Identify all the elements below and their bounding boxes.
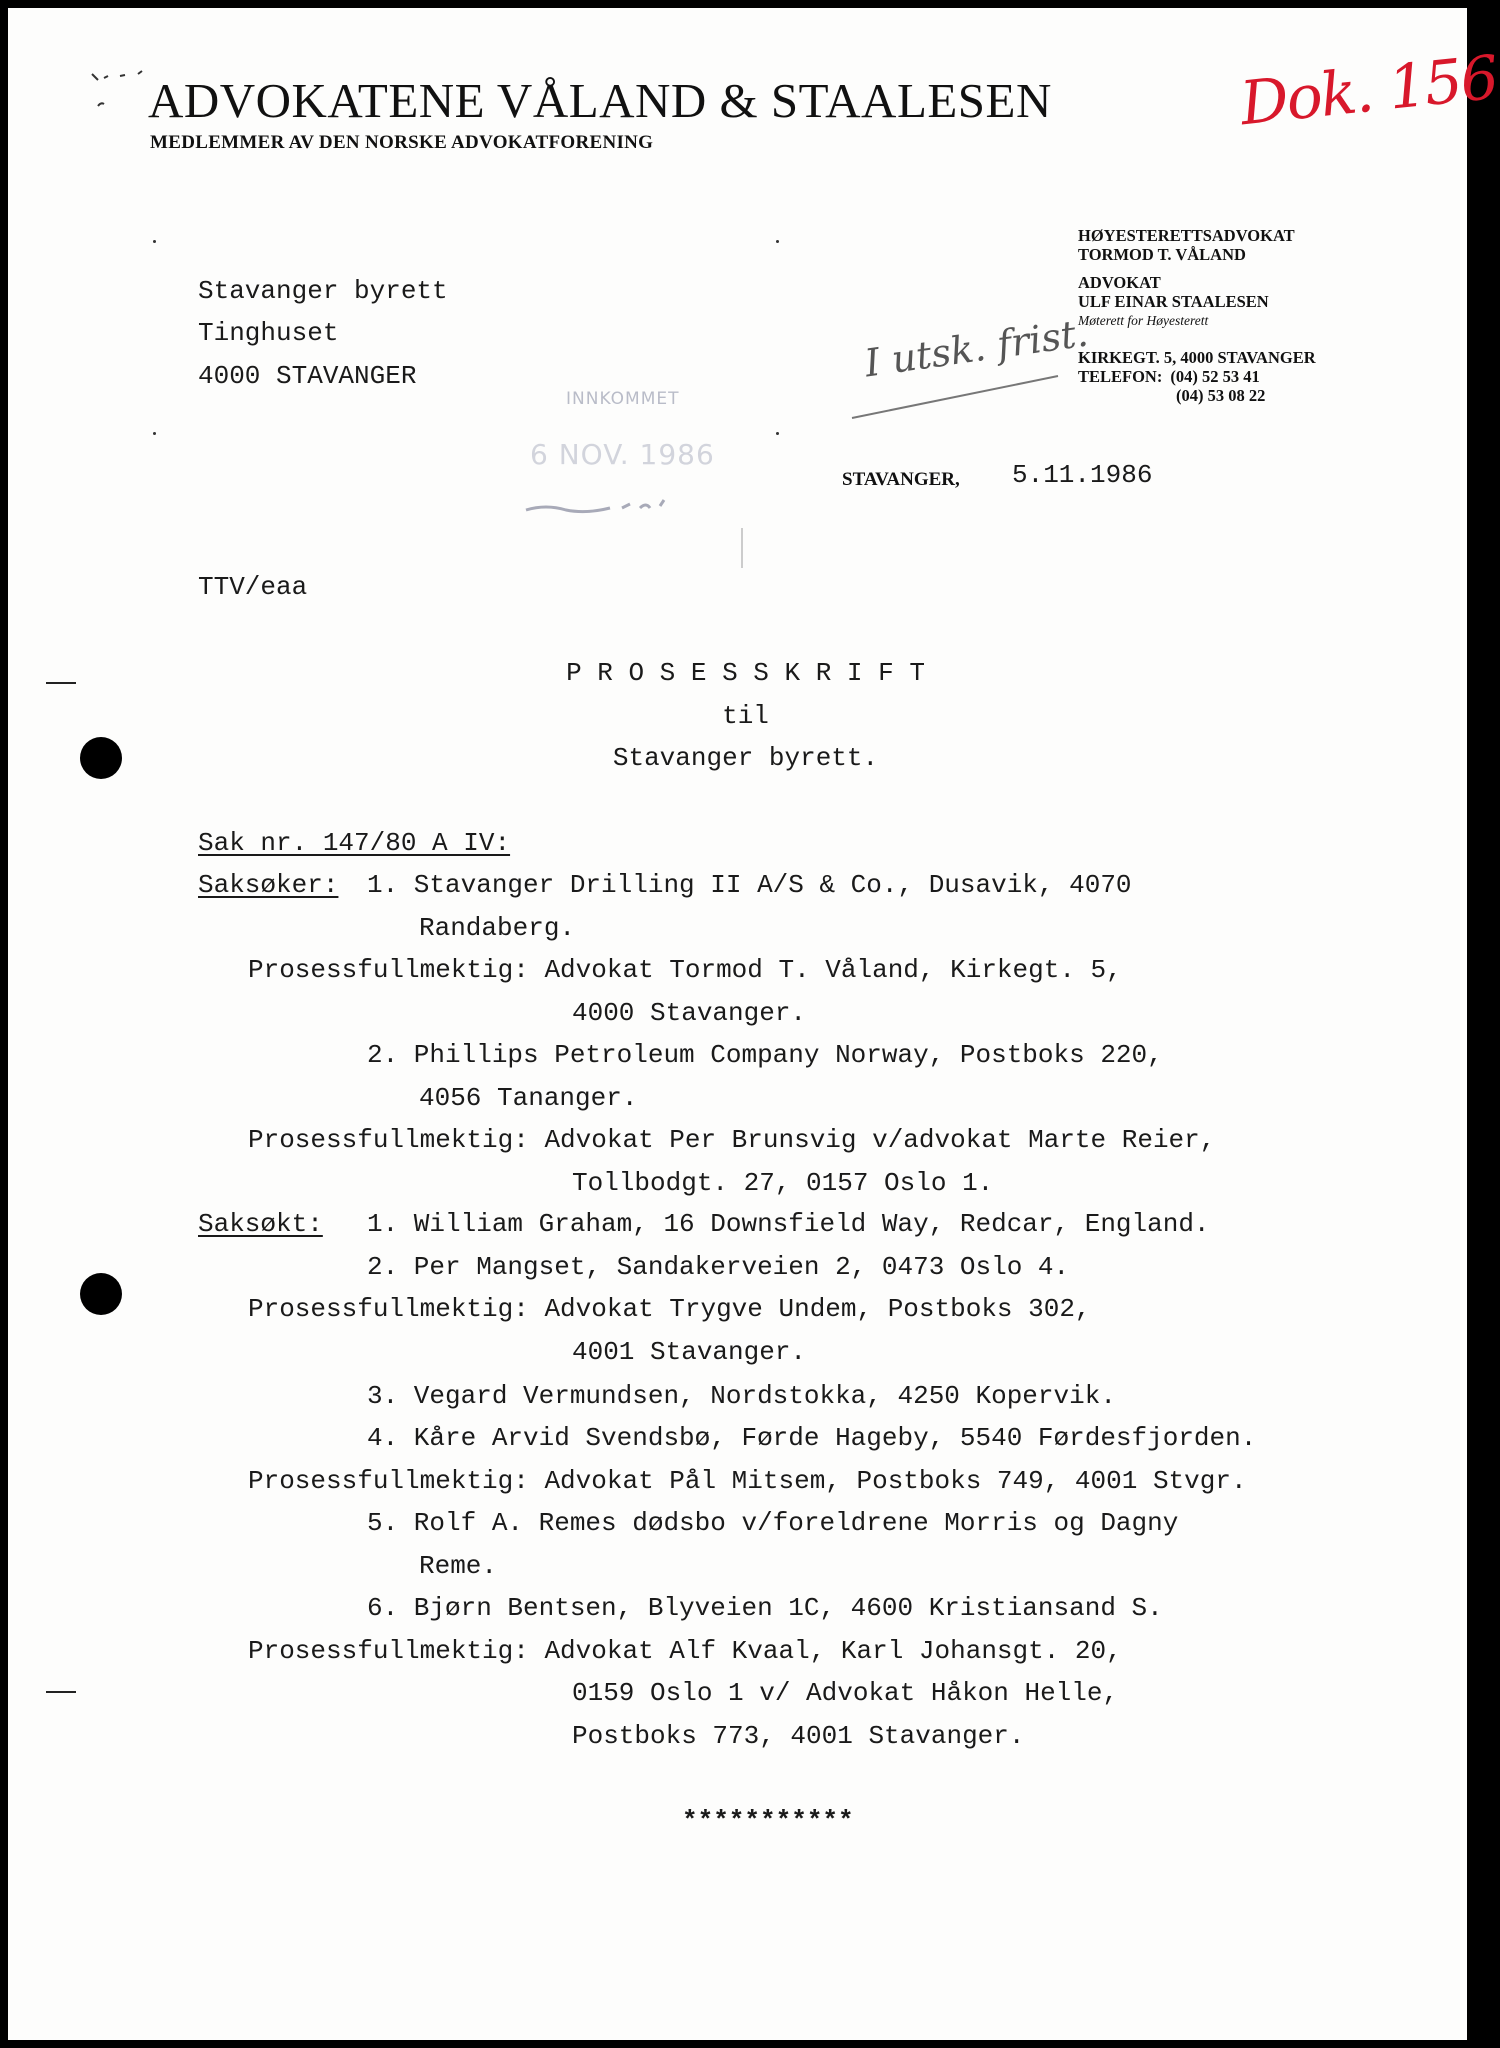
phone-number-1: (04) 52 53 41: [1170, 367, 1260, 386]
firm-name: ADVOKATENE VÅLAND & STAALESEN: [148, 73, 1052, 128]
handwritten-underline: [848, 368, 1078, 428]
handwritten-doc-reference: Dok. 156: [1237, 42, 1500, 140]
counsel-line: Postboks 773, 4001 Stavanger.: [572, 1721, 1025, 1751]
received-stamp-date: 6 NOV. 1986: [530, 438, 715, 471]
party-line: 2. Phillips Petroleum Company Norway, Postboks 220,: [367, 1040, 1163, 1070]
party-line: 6. Bjørn Bentsen, Blyveien 1C, 4600 Kristiansand S.: [367, 1593, 1163, 1623]
counsel-line: Prosessfullmektig: Advokat Tormod T. Våland, Kirkegt. 5,: [248, 955, 1122, 985]
reference: TTV/eaa: [198, 572, 308, 602]
party-line: 3. Vegard Vermundsen, Nordstokka, 4250 Kopervik.: [367, 1381, 1116, 1411]
lawyer-2-note: Møterett for Høyesterett: [1078, 313, 1209, 328]
office-address: KIRKEGT. 5, 4000 STAVANGER: [1078, 348, 1316, 367]
lawyer-name-1: TORMOD T. VÅLAND: [1078, 245, 1246, 264]
scribble-mark: [86, 66, 196, 126]
fold-mark: [776, 240, 779, 243]
document-title: P R O S E S S K R I F T: [566, 658, 925, 688]
counsel-line: Prosessfullmektig: Advokat Alf Kvaal, Karl Johansgt. 20,: [248, 1636, 1122, 1666]
fold-mark: [153, 432, 156, 435]
recipient-line-1: Stavanger byrett: [198, 276, 448, 306]
margin-tick: [46, 1691, 76, 1693]
phone-number-2: (04) 53 08 22: [1176, 386, 1266, 405]
recipient-line-3: 4000 STAVANGER: [198, 361, 417, 391]
plaintiff-label: Saksøker:: [198, 870, 339, 900]
counsel-line: 0159 Oslo 1 v/ Advokat Håkon Helle,: [572, 1678, 1119, 1708]
phone-label: TELEFON:: [1078, 367, 1163, 386]
title-lawyer: ADVOKAT: [1078, 273, 1161, 292]
counsel-line: Prosessfullmektig: Advokat Per Brunsvig v/advokat Marte Reier,: [248, 1125, 1216, 1155]
party-line: 2. Per Mangset, Sandakerveien 2, 0473 Oslo 4.: [367, 1252, 1070, 1282]
letter-date: 5.11.1986: [1012, 460, 1153, 490]
party-line: 1. William Graham, 16 Downsfield Way, Redcar, England.: [367, 1209, 1210, 1239]
heading-line-2: til: [722, 701, 769, 731]
party-line: 5. Rolf A. Remes dødsbo v/foreldrene Morris og Dagny: [367, 1508, 1179, 1538]
party-line: Randaberg.: [419, 913, 576, 943]
defendant-label: Saksøkt:: [198, 1209, 323, 1239]
counsel-line: Prosessfullmektig: Advokat Trygve Undem, Postboks 302,: [248, 1294, 1091, 1324]
party-line: 1. Stavanger Drilling II A/S & Co., Dusavik, 4070: [367, 870, 1132, 900]
separator: ***********: [682, 1806, 854, 1836]
counsel-line: Prosessfullmektig: Advokat Pål Mitsem, Postboks 749, 4001 Stvgr.: [248, 1466, 1247, 1496]
party-line: 4056 Tananger.: [419, 1083, 638, 1113]
counsel-line: Tollbodgt. 27, 0157 Oslo 1.: [572, 1168, 994, 1198]
title-supreme-court-lawyer: HØYESTERETTSADVOKAT: [1078, 226, 1295, 245]
punch-hole: [80, 1273, 122, 1315]
case-number: Sak nr. 147/80 A IV:: [198, 828, 511, 858]
handwritten-note: I utsk. frist.: [862, 310, 1091, 386]
lawyer-name-2: ULF EINAR STAALESEN: [1078, 292, 1269, 311]
document-page: [8, 8, 1500, 2040]
fold-mark: [776, 432, 779, 435]
stamp-edge: [741, 528, 743, 568]
received-stamp: INNKOMMET: [566, 389, 680, 409]
place: STAVANGER,: [842, 469, 960, 490]
heading-line-3: Stavanger byrett.: [612, 743, 879, 773]
stamp-signature: [522, 494, 702, 524]
counsel-line: 4001 Stavanger.: [572, 1337, 807, 1367]
fold-mark: [153, 240, 156, 243]
party-line: Reme.: [419, 1551, 498, 1581]
counsel-line: 4000 Stavanger.: [572, 998, 807, 1028]
party-line: 4. Kåre Arvid Svendsbø, Førde Hageby, 5540 Førdesfjorden.: [367, 1423, 1257, 1453]
firm-membership: MEDLEMMER AV DEN NORSKE ADVOKATFORENING: [150, 132, 654, 153]
right-header: [1078, 226, 1316, 405]
recipient-line-2: Tinghuset: [198, 318, 339, 348]
